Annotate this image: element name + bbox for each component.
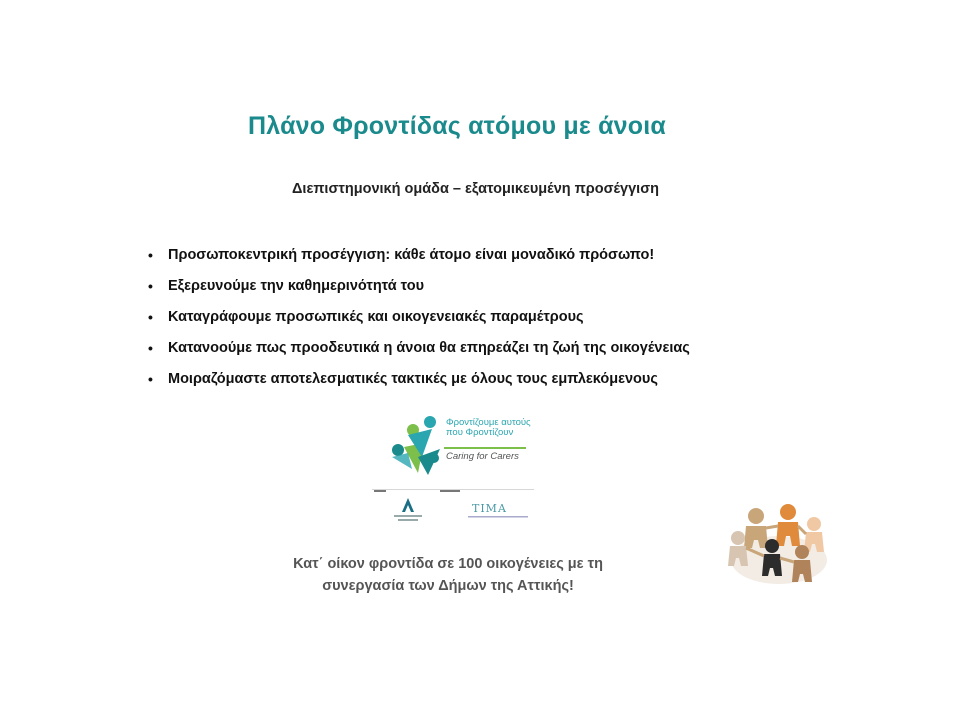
list-item <box>148 368 690 399</box>
bullet-text: Κατανοούμε πως προοδευτικά η άνοια θα επηρεάζει τη ζωή της οικογένειας <box>168 340 690 356</box>
footer-line1: Κατ΄ οίκον φροντίδα σε 100 οικογένειες με τη <box>293 556 603 572</box>
bullet-text: Προσωποκεντρική προσέγγιση: κάθε άτομο είναι μοναδικό πρόσωπο! <box>168 247 655 263</box>
bullet-icon: • <box>148 340 153 356</box>
logo-divider <box>444 447 526 449</box>
sponsor-logos-icon <box>372 486 534 526</box>
bullet-text: Μοιραζόμαστε αποτελεσματικές τακτικές με όλους τους εμπλεκόμενους <box>168 371 658 387</box>
logo-line1: Φροντίζουμε αυτούς <box>446 417 531 428</box>
bullet-icon: • <box>148 371 153 387</box>
bullet-text: Εξερευνούμε την καθημερινότητά του <box>168 278 425 294</box>
list-item <box>148 306 690 337</box>
logo-line2: που Φροντίζουν <box>446 427 514 438</box>
logo-text <box>446 418 531 438</box>
bullet-icon: • <box>148 309 153 325</box>
list-item <box>148 337 690 368</box>
bullet-icon: • <box>148 247 153 263</box>
paper-people-circle-icon <box>722 498 836 592</box>
bullet-text: Καταγράφουμε προσωπικές και οικογενειακές παραμέτρους <box>168 309 584 325</box>
slide-subtitle: Διεπιστημονική ομάδα – εξατομικευμένη προσέγγιση <box>292 181 659 197</box>
list-item <box>148 244 690 275</box>
tima-logo-text: TIMA <box>472 502 507 515</box>
bullet-icon: • <box>148 278 153 294</box>
bullet-list <box>148 244 690 399</box>
logo-tagline: Caring for Carers <box>446 451 519 462</box>
footer-line2: συνεργασία των Δήμων της Αττικής! <box>322 578 574 594</box>
footer-message <box>268 553 628 597</box>
slide-title: Πλάνο Φροντίδας ατόμου με άνοια <box>248 112 666 140</box>
list-item <box>148 275 690 306</box>
